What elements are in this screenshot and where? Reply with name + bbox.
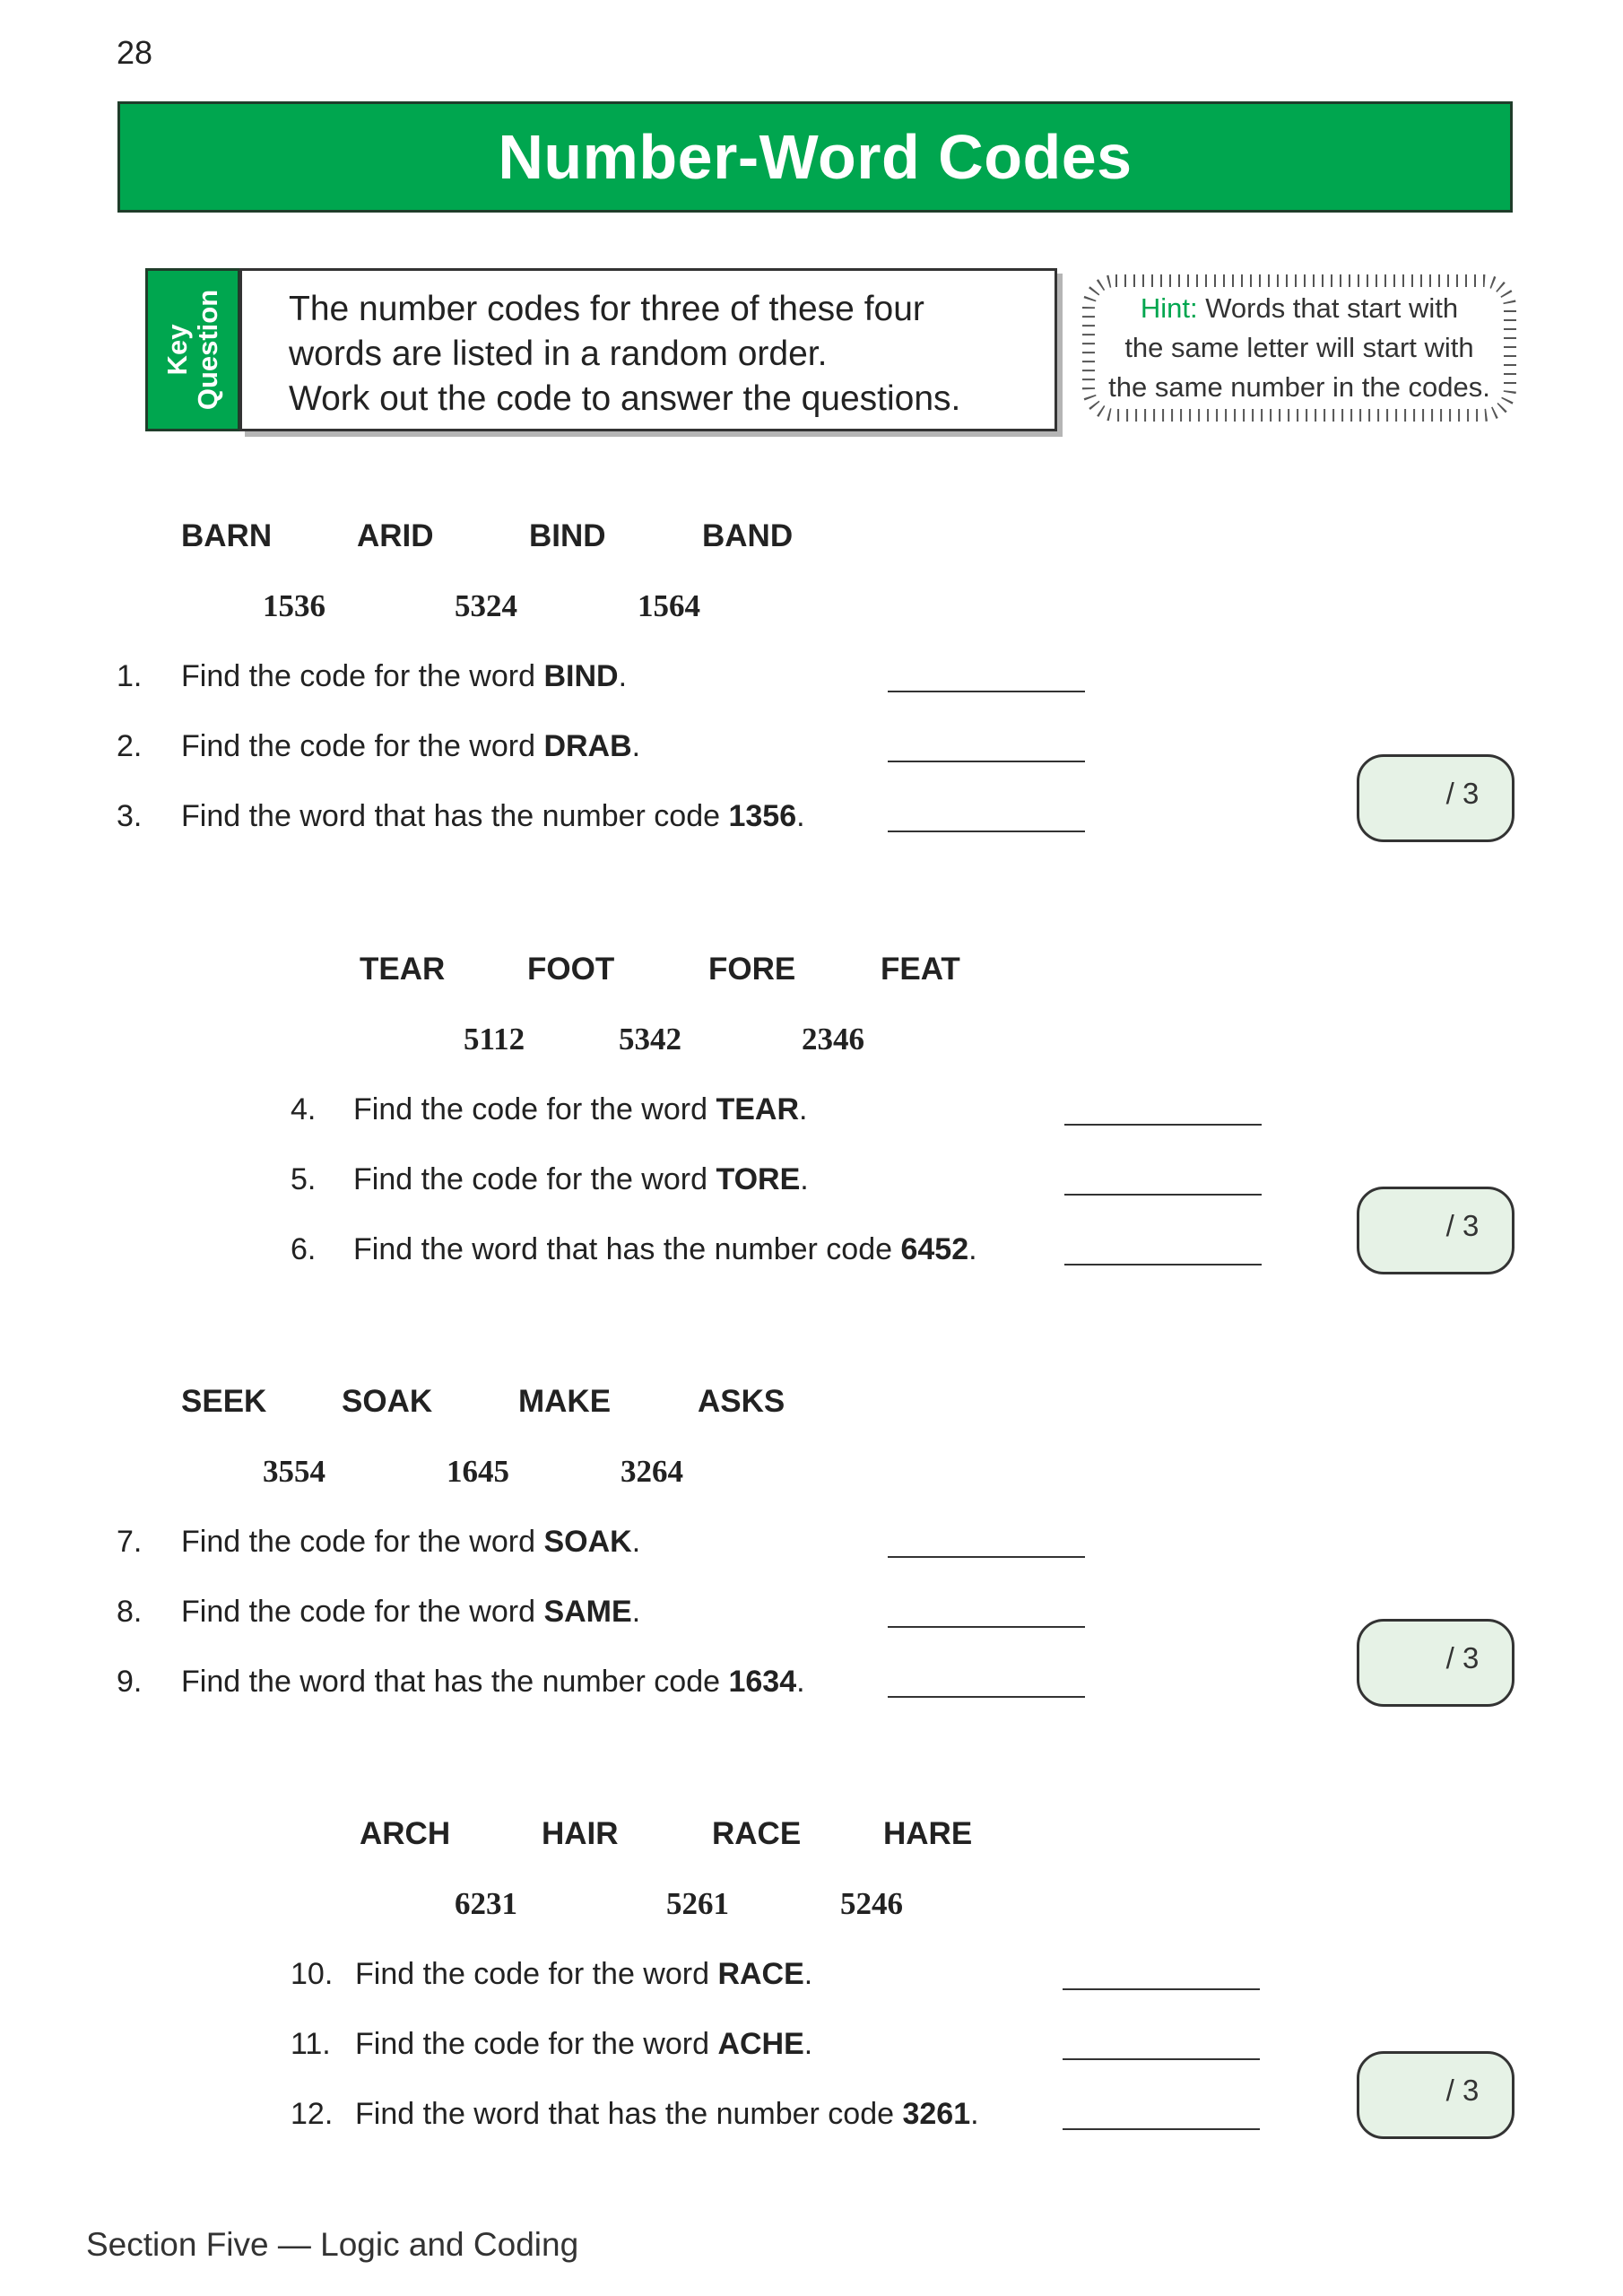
question-number: 2. — [117, 729, 143, 763]
word-race: RACE — [712, 1816, 802, 1851]
hint-box — [1081, 274, 1517, 422]
code-3264: 3264 — [621, 1454, 683, 1489]
question-text: Find the code for the word TEAR. — [353, 1092, 808, 1126]
question-number: 9. — [117, 1665, 143, 1699]
question-number: 5. — [291, 1162, 317, 1196]
hint-line2: the same letter will start with — [1124, 332, 1474, 363]
key-question-line: The number codes for three of these four — [289, 290, 924, 328]
code-6231: 6231 — [455, 1886, 517, 1921]
section-footer: Section Five — Logic and Coding — [86, 2226, 579, 2263]
answer-line[interactable] — [1064, 1124, 1262, 1126]
question-number: 10. — [291, 1957, 334, 1991]
answer-line[interactable] — [888, 1696, 1085, 1698]
code-1564: 1564 — [638, 588, 700, 623]
question-text: Find the code for the word BIND. — [181, 659, 628, 693]
question-text: Find the word that has the number code 1634. — [181, 1665, 805, 1699]
code-5342: 5342 — [619, 1022, 681, 1057]
answer-line[interactable] — [1063, 1988, 1260, 1990]
question-text: Find the word that has the number code 3261. — [355, 2097, 979, 2131]
answer-line[interactable] — [888, 1556, 1085, 1558]
answer-line[interactable] — [888, 691, 1085, 692]
word-tear: TEAR — [360, 952, 446, 987]
word-band: BAND — [702, 518, 794, 553]
key-question-box — [239, 268, 1057, 431]
score-text: / 3 — [1445, 1641, 1480, 1674]
score-box — [1357, 1187, 1515, 1274]
word-foot: FOOT — [527, 952, 615, 987]
answer-line[interactable] — [1064, 1194, 1262, 1196]
question-text: Find the code for the word SOAK. — [181, 1525, 641, 1559]
key-question-line: Work out the code to answer the questions. — [289, 379, 961, 418]
word-arid: ARID — [357, 518, 434, 553]
answer-line[interactable] — [888, 831, 1085, 832]
word-hair: HAIR — [542, 1816, 619, 1851]
hint-line1: Words that start with — [1197, 292, 1459, 324]
key-question-tab-line1: Key — [161, 324, 193, 376]
question-text: Find the code for the word DRAB. — [181, 729, 641, 763]
question-number: 6. — [291, 1232, 317, 1266]
word-feat: FEAT — [881, 952, 960, 987]
code-3554: 3554 — [263, 1454, 325, 1489]
answer-line[interactable] — [1063, 2058, 1260, 2060]
title-banner — [117, 101, 1513, 213]
key-question-line: words are listed in a random order. — [289, 335, 828, 373]
code-1536: 1536 — [263, 588, 325, 623]
score-box — [1357, 754, 1515, 842]
question-number: 1. — [117, 659, 143, 693]
word-bind: BIND — [529, 518, 606, 553]
answer-line[interactable] — [888, 761, 1085, 762]
question-number: 3. — [117, 799, 143, 833]
answer-line[interactable] — [1064, 1264, 1262, 1265]
score-box — [1357, 2051, 1515, 2139]
question-text: Find the code for the word RACE. — [355, 1957, 813, 1991]
page-title: Number-Word Codes — [498, 122, 1133, 192]
question-text: Find the word that has the number code 1356. — [181, 799, 805, 833]
code-2346: 2346 — [802, 1022, 864, 1057]
word-hare: HARE — [883, 1816, 973, 1851]
word-barn: BARN — [181, 518, 273, 553]
word-fore: FORE — [708, 952, 796, 987]
question-number: 12. — [291, 2097, 334, 2131]
question-text: Find the code for the word TORE. — [353, 1162, 809, 1196]
word-arch: ARCH — [360, 1816, 451, 1851]
score-text: / 3 — [1445, 2074, 1480, 2107]
word-seek: SEEK — [181, 1384, 267, 1419]
score-text: / 3 — [1445, 777, 1480, 810]
code-5261: 5261 — [666, 1886, 729, 1921]
page-number: 28 — [117, 34, 153, 71]
question-text: Find the code for the word ACHE. — [355, 2027, 813, 2061]
key-question-tab — [145, 268, 240, 431]
score-text: / 3 — [1445, 1209, 1480, 1242]
question-text: Find the word that has the number code 6452. — [353, 1232, 977, 1266]
code-5246: 5246 — [840, 1886, 903, 1921]
word-make: MAKE — [518, 1384, 612, 1419]
key-question-tab-line2: Question — [192, 289, 223, 411]
score-box — [1357, 1619, 1515, 1707]
question-number: 4. — [291, 1092, 317, 1126]
code-5324: 5324 — [455, 588, 517, 623]
question-number: 8. — [117, 1595, 143, 1629]
question-number: 7. — [117, 1525, 143, 1559]
answer-line[interactable] — [1063, 2128, 1260, 2130]
question-number: 11. — [291, 2027, 331, 2061]
hint-label: Hint: — [1140, 292, 1198, 324]
answer-line[interactable] — [888, 1626, 1085, 1628]
code-5112: 5112 — [464, 1022, 525, 1057]
question-text: Find the code for the word SAME. — [181, 1595, 641, 1629]
hint-line3: the same number in the codes. — [1108, 371, 1490, 403]
word-asks: ASKS — [698, 1384, 785, 1419]
code-1645: 1645 — [447, 1454, 509, 1489]
word-soak: SOAK — [342, 1384, 433, 1419]
